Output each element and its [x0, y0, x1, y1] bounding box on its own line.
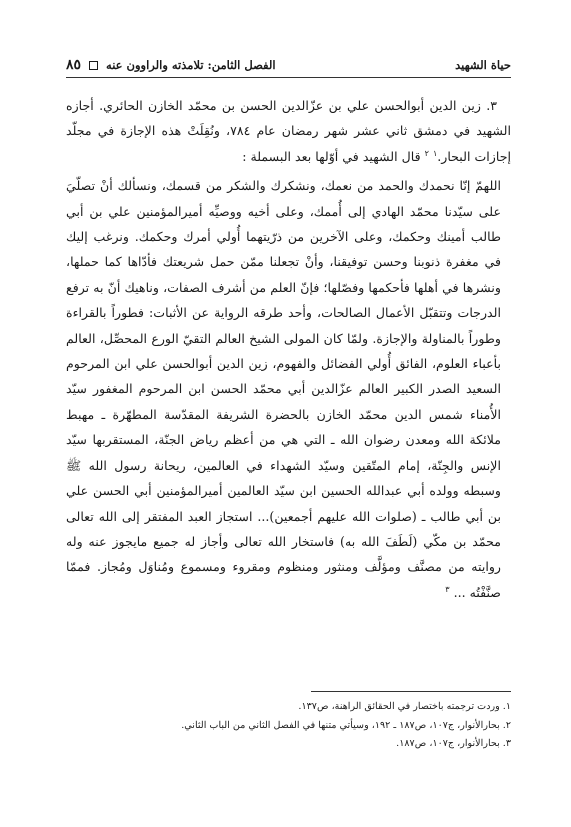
main-text	[66, 93, 511, 605]
footnote-ref-1: ١	[432, 148, 438, 158]
page-header	[66, 56, 511, 74]
footnote-1: ١. وردت ترجمته باختصار في الحقائق الراهنة، ص١٣٧.	[298, 701, 511, 712]
item-number: ٣.	[486, 98, 497, 113]
footnote-rule	[311, 691, 511, 692]
ijaza-quote	[66, 173, 511, 605]
intro-paragraph	[66, 93, 511, 169]
footnote-ref-2: ٢	[424, 148, 429, 158]
square-separator-icon	[89, 61, 98, 70]
footnote-2: ٢. بحارالأنوار، ج١٠٧، ص١٨٧ ـ ١٩٢، وسيأتي متنها في الفصل الثاني من الباب الثاني.	[181, 719, 511, 731]
chapter-title: الفصل الثامن: تلامذته والراوون عنه	[106, 58, 276, 72]
quote-text: اللهمّ إنّا نحمدك والحمد من نعمك، ونشكرك والشكر من قسمك، ونسألك أنْ تصلّيَ على سيّدنا محمّد الهادي إلى أُممك، وعلى أخيه ووصيِّه أميرالمؤمنين علي بن أبي طالب أمينك وحكمك، وعلى الآخرين من ذرّيتهما أُولي أمرك وحكمك. ونرغب إليك في مغفرة ذنوبنا وحسن توفيقنا، وأنْ تجعلنا ممّن حمل شريعتك فأدّاها كما حملها، ونشرها في أهلها فأحكمها وفصّلها؛ فإنّ العلم من أشرف الصفات، وناهيك أنّ به ترفع الدرجات وتتقبّل الأعمال الصالحات، وأحد طرقه الرواية عن الأثبات: فطوراً بالقراءة وطوراً بالمناولة والإجازة. ولمّا كان المولى الشيخ العالم التقيّ الورع المحصِّل، العالم بأعباء العلوم، الفائق أُولي الفضائل والفهوم، زين الدين أبوالحسن علي ابن المرحوم السعيد الصدر الكبير العالم عزّالدين أبي محمّد الحسن ابن المرحوم المغفور سيّد الأُمناء شمس الدين محمّد الخازن بالحضرة الشريفة المقدّسة المطهّرة ـ مهبط ملائكة الله ومعدن رضوان الله ـ التي هي من أعظم رياض الجنّة، المستقربها سيّد الإنس والجِنّة، إمام المتّقين وسيّد الشهداء في العالمين، ريحانة رسول الله ﷺ وسبطه وولده أبي عبدالله الحسين ابن سيّد العالمين أميرالمؤمنين أبي الحسن علي بن أبي طالب ـ (صلوات الله عليهم أجمعين)... استجاز العبد المفتقر إلى الله تعالى محمّد بن مكّي (لَطَفَ الله به) فاستخار الله تعالى وأجاز له جميع مايجوز عنه وله روايته من مصنَّف ومؤلَّف ومنثور ومنظوم ومقروء ومسموع ومُناوَل ومُجاز. فممّا صنَّفْتُه ...	[66, 178, 501, 600]
chapter-info	[66, 57, 276, 73]
footnotes	[66, 698, 511, 754]
footnote-3: ٣. بحارالأنوار، ج١٠٧، ص١٨٧.	[396, 738, 511, 750]
footnote-ref-3: ٣	[445, 584, 450, 594]
intro-text: زين الدين أبوالحسن علي بن عزّالدين الحسن بن محمّد الخازن الحائري. أجازه الشهيد في دمشق ثاني عشر شهر رمضان عام ٧٨٤، ونُقِلَتْ هذه الإجازة في مجلّد إجازات البحار.	[66, 98, 511, 164]
running-title: حياة الشهيد	[455, 58, 511, 72]
page-number: ٨٥	[66, 57, 82, 73]
intro-tail: قال الشهيد في أوّلها بعد البسملة :	[242, 148, 421, 164]
header-rule	[66, 77, 511, 78]
